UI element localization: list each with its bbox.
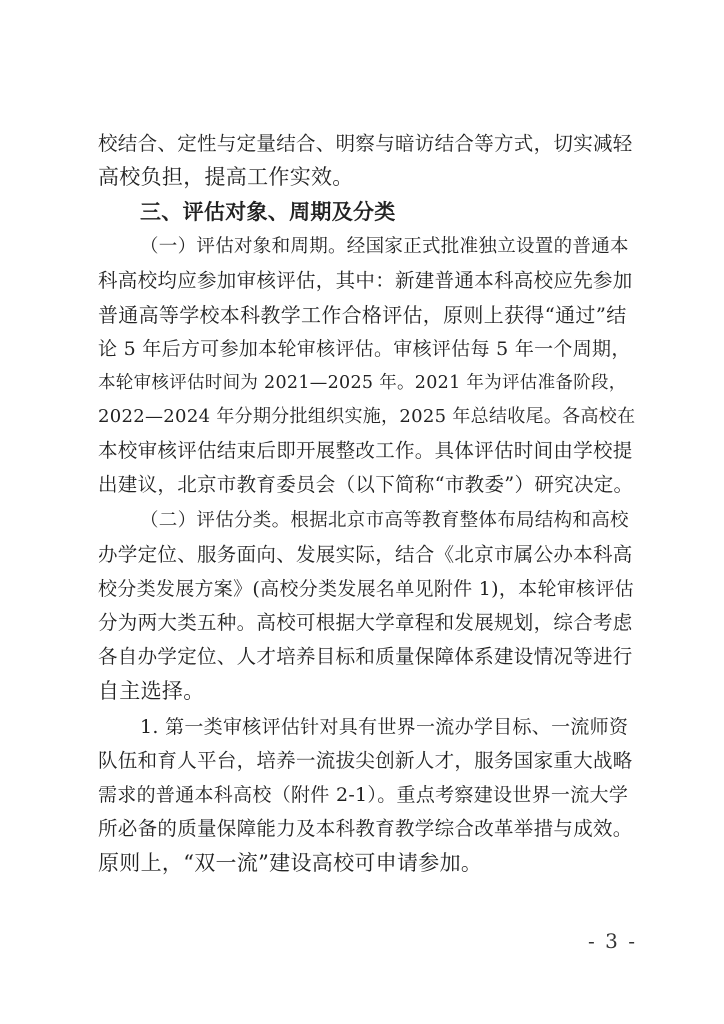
- paragraph-line: 普通高等学校本科教学工作合格评估，原则上获得“通过”结: [98, 303, 627, 327]
- paragraph-line: 队伍和育人平台，培养一流拔尖创新人才，服务国家重大战略: [98, 749, 633, 772]
- paragraph-line: 各自办学定位、人才培养目标和质量保障体系建设情况等进行: [98, 645, 633, 668]
- paragraph-line: 分为两大类五种。高校可根据大学章程和发展规划，综合考虑: [98, 611, 633, 634]
- paragraph-line: 高校负担，提高工作实效。: [98, 165, 354, 189]
- paragraph-line: 本轮审核评估时间为 2021—2025 年。2021 年为评估准备阶段，: [98, 373, 627, 393]
- paragraph-line: 校结合、定性与定量结合、明察与暗访结合等方式，切实减轻: [98, 132, 633, 155]
- paragraph-line: 2022—2024 年分期分批组织实施，2025 年总结收尾。各高校在: [98, 406, 636, 427]
- paragraph-line: 所必备的质量保障能力及本科教育教学综合改革举措与成效。: [98, 817, 633, 840]
- section-heading: 三、评估对象、周期及分类: [140, 200, 396, 224]
- paragraph-line: 办学定位、服务面向、发展实际，结合《北京市属公办本科高: [98, 543, 633, 566]
- paragraph-line: 科高校均应参加审核评估，其中：新建普通本科高校应先参加: [98, 269, 633, 292]
- paragraph-line: 需求的普通本科高校（附件 2-1）。重点考察建设世界一流大学: [98, 784, 629, 806]
- paragraph-line: （一）评估对象和周期。经国家正式批准独立设置的普通本: [140, 236, 629, 257]
- paragraph-line: 原则上，“双一流”建设高校可申请参加。: [98, 851, 483, 875]
- paragraph-line: 1. 第一类审核评估针对具有世界一流办学目标、一流师资: [140, 716, 629, 738]
- paragraph-line: 出建议，北京市教育委员会（以下简称“市教委”）研究决定。: [98, 473, 634, 496]
- paragraph-line: 自主选择。: [98, 679, 205, 703]
- paragraph-line: 校分类发展方案》(高校分类发展名单见附件 1)，本轮审核评估: [98, 578, 634, 600]
- page-number: - 3 -: [588, 929, 637, 953]
- paragraph-line: （二）评估分类。根据北京市高等教育整体布局结构和高校: [140, 510, 629, 531]
- paragraph-line: 本校审核评估结束后即开展整改工作。具体评估时间由学校提: [98, 439, 633, 462]
- paragraph-line: 论 5 年后方可参加本轮审核评估。审核评估每 5 年一个周期，: [98, 338, 631, 360]
